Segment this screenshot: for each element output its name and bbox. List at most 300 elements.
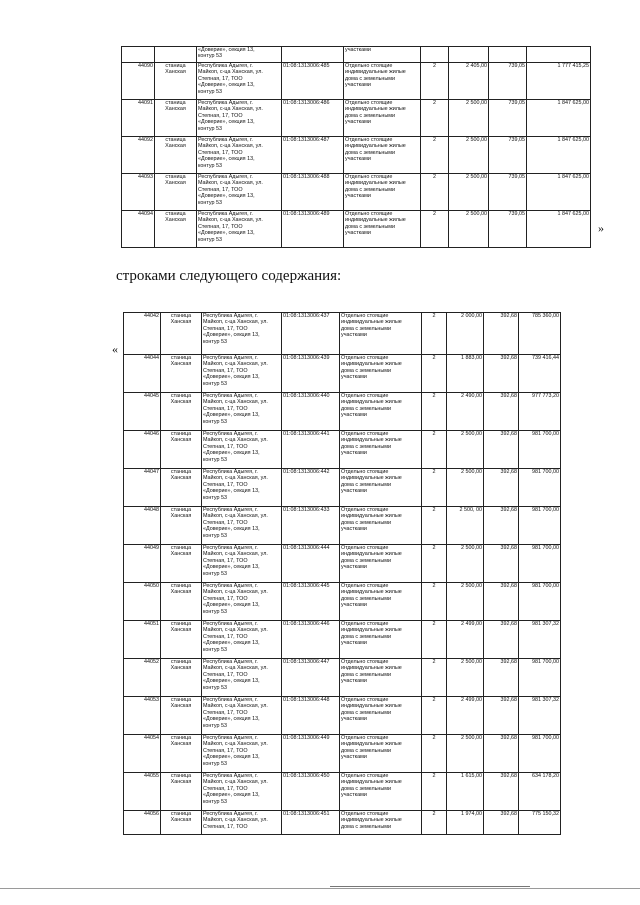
address-line: «Доверие», секция 13, <box>198 193 255 200</box>
permitted-use-line: индивидуальные жилые <box>341 741 402 748</box>
replacement-table <box>123 312 561 835</box>
permitted-use-line: индивидуальные жилые <box>341 551 402 558</box>
address <box>197 63 282 100</box>
permitted-use-line: индивидуальные жилые <box>345 217 406 224</box>
locality-line: станица <box>170 545 192 551</box>
permitted-use-line: дома с земельными <box>341 633 391 640</box>
group-number: 2 <box>422 393 447 431</box>
address-line: Майкоп, с-ца Ханская, ул. <box>203 779 268 786</box>
address-line: контур 53 <box>203 456 228 463</box>
area-value: 1 883,00 <box>447 355 484 393</box>
group-number: 2 <box>421 137 449 174</box>
area-value: 2 500,00 <box>449 174 489 211</box>
permitted-use <box>340 393 422 431</box>
unit-value: 392,68 <box>484 393 519 431</box>
address-line: Степная, 17, ТОО <box>203 481 248 488</box>
cadastral-number: 01:08:1313006:446 <box>282 621 340 659</box>
record-number: 44056 <box>124 811 161 835</box>
address-line: «Доверие», секция 13, <box>203 754 260 761</box>
permitted-use-line: участками <box>341 754 367 761</box>
address-line: Республика Адыгея, г. <box>203 393 258 399</box>
address-line: «Доверие», секция 13, <box>203 640 260 647</box>
unit-value: 392,68 <box>484 621 519 659</box>
locality-line: Ханская <box>170 665 192 672</box>
address <box>202 773 282 811</box>
locality-line: Ханская <box>165 180 186 187</box>
table-row <box>124 507 561 545</box>
address-line: Республика Адыгея, г. <box>203 431 258 437</box>
table-row <box>124 313 561 355</box>
area-value: 2 500,00 <box>449 137 489 174</box>
permitted-use-line: участками <box>341 602 367 609</box>
scan-artifact-line <box>330 886 530 887</box>
locality-line: станица <box>165 174 186 180</box>
permitted-use <box>340 313 422 355</box>
permitted-use-line: индивидуальные жилые <box>341 665 402 672</box>
table-row-partial <box>122 47 591 63</box>
cadastral-value: 634 178,20 <box>519 773 561 811</box>
empty-cell <box>449 47 489 63</box>
address-line: Майкоп, с-ца Ханская, ул. <box>203 437 268 444</box>
permitted-use-line: Отдельно стоящие <box>341 773 389 779</box>
address <box>202 355 282 393</box>
cadastral-number: 01:08:1313006:489 <box>282 211 344 248</box>
address-line: Степная, 17, ТОО <box>203 367 248 374</box>
permitted-use <box>344 211 421 248</box>
permitted-use-line: дома с земельными <box>341 519 391 526</box>
locality-line: Ханская <box>170 589 192 596</box>
cadastral-value: 785 360,00 <box>519 313 561 355</box>
address-line: контур 53 <box>203 646 228 653</box>
address-line: контур 53 <box>203 418 228 425</box>
table-row <box>124 393 561 431</box>
area-value: 2 500,00 <box>447 583 484 621</box>
permitted-use-line: дома с земельными <box>341 557 391 564</box>
permitted-use-line: Отдельно стоящие <box>341 469 389 475</box>
scan-artifact-line <box>0 888 640 889</box>
cadastral-number: 01:08:1313006:450 <box>282 773 340 811</box>
record-number: 44051 <box>124 621 161 659</box>
locality-line: Ханская <box>170 399 192 406</box>
address-line: Степная, 17, ТОО <box>203 823 248 830</box>
cadastral-value: 977 773,20 <box>519 393 561 431</box>
permitted-use-line: индивидуальные жилые <box>345 69 406 76</box>
record-number: 44052 <box>124 659 161 697</box>
address-line: Майкоп, с-ца Ханская, ул. <box>198 69 263 76</box>
address-line: Майкоп, с-ца Ханская, ул. <box>203 551 268 558</box>
permitted-use-line: Отдельно стоящие <box>341 507 389 513</box>
address-line: Республика Адыгея, г. <box>198 137 253 143</box>
address-line: Степная, 17, ТОО <box>198 112 243 119</box>
cadastral-value: 1 777 415,25 <box>527 63 591 100</box>
locality-line: Ханская <box>170 361 192 368</box>
permitted-use-line: участками <box>341 526 367 533</box>
unit-value: 739,05 <box>489 211 527 248</box>
permitted-use-line: участками <box>345 156 371 163</box>
address-line: «Доверие», секция 13, <box>203 564 260 571</box>
permitted-use-line: дома с земельными <box>341 325 391 332</box>
address-line: контур 53 <box>198 125 223 132</box>
cadastral-value: 981 700,00 <box>519 583 561 621</box>
locality <box>161 431 202 469</box>
address <box>202 659 282 697</box>
group-number: 2 <box>421 211 449 248</box>
address-line: контур 53 <box>203 532 228 539</box>
address-line: Республика Адыгея, г. <box>203 621 258 627</box>
address-line: Степная, 17, ТОО <box>198 149 243 156</box>
group-number: 2 <box>422 583 447 621</box>
address-line: Степная, 17, ТОО <box>203 595 248 602</box>
area-value: 2 499,00 <box>447 697 484 735</box>
table-row <box>124 811 561 835</box>
locality-line: станица <box>170 773 192 779</box>
locality-line: Ханская <box>170 551 192 558</box>
permitted-use-line: Отдельно стоящие <box>341 393 389 399</box>
address <box>202 811 282 835</box>
address-line: контур 53 <box>198 162 223 169</box>
locality-line: Ханская <box>170 817 192 824</box>
locality <box>161 313 202 355</box>
record-number: 44055 <box>124 773 161 811</box>
cadastral-value: 1 847 625,00 <box>527 174 591 211</box>
address-line: Майкоп, с-ца Ханская, ул. <box>198 106 263 113</box>
locality <box>161 735 202 773</box>
locality <box>161 469 202 507</box>
address-line: Майкоп, с-ца Ханская, ул. <box>198 180 263 187</box>
locality-line: станица <box>165 211 186 217</box>
permitted-use-line: Отдельно стоящие <box>341 583 389 589</box>
locality <box>161 621 202 659</box>
address <box>202 735 282 773</box>
address-line: Республика Адыгея, г. <box>198 100 253 106</box>
cadastral-number: 01:08:1313006:433 <box>282 507 340 545</box>
locality-line: Ханская <box>170 475 192 482</box>
permitted-use <box>340 811 422 835</box>
address <box>202 621 282 659</box>
area-value: 2 500, 00 <box>447 507 484 545</box>
locality <box>161 507 202 545</box>
record-number: 44050 <box>124 583 161 621</box>
area-value: 2 500,00 <box>447 659 484 697</box>
address <box>202 313 282 355</box>
locality-line: Ханская <box>165 69 186 76</box>
address-line: контур 53 <box>203 722 228 729</box>
cadastral-value: 981 700,00 <box>519 545 561 583</box>
permitted-use-line: индивидуальные жилые <box>345 106 406 113</box>
unit-value: 392,68 <box>484 659 519 697</box>
empty-cell <box>421 47 449 63</box>
address <box>202 469 282 507</box>
group-number: 2 <box>422 621 447 659</box>
permitted-use-line: Отдельно стоящие <box>341 811 389 817</box>
area-value: 2 500,00 <box>447 735 484 773</box>
locality <box>155 137 197 174</box>
locality-line: станица <box>165 137 186 143</box>
locality <box>161 659 202 697</box>
permitted-use-line: индивидуальные жилые <box>341 437 402 444</box>
locality-line: станица <box>170 393 192 399</box>
address-line: «Доверие», секция 13, <box>203 678 260 685</box>
permitted-use-line: участками <box>341 678 367 685</box>
locality <box>161 697 202 735</box>
locality-line: Ханская <box>165 143 186 150</box>
address-line: Майкоп, с-ца Ханская, ул. <box>203 399 268 406</box>
unit-value: 392,68 <box>484 773 519 811</box>
address <box>202 507 282 545</box>
locality-line: станица <box>170 313 192 319</box>
permitted-use-line: участками <box>345 193 371 200</box>
address-line: «Доверие», секция 13, <box>198 119 255 126</box>
address-line: Майкоп, с-ца Ханская, ул. <box>203 665 268 672</box>
address-line: Степная, 17, ТОО <box>203 325 248 332</box>
address-line: Республика Адыгея, г. <box>203 697 258 703</box>
area-value: 2 500,00 <box>449 100 489 137</box>
group-number: 2 <box>422 659 447 697</box>
locality-line: станица <box>170 583 192 589</box>
address-line: Степная, 17, ТОО <box>203 557 248 564</box>
unit-value: 392,68 <box>484 431 519 469</box>
locality-line: станица <box>170 621 192 627</box>
address-line: «Доверие», секция 13, <box>203 374 260 381</box>
permitted-use <box>340 773 422 811</box>
record-number: 44048 <box>124 507 161 545</box>
locality-line: Ханская <box>170 779 192 786</box>
address-line: Степная, 17, ТОО <box>198 223 243 230</box>
permitted-use <box>340 735 422 773</box>
permitted-use-line: дома с земельными <box>345 75 395 82</box>
permitted-use-line: Отдельно стоящие <box>341 621 389 627</box>
record-number: 44047 <box>124 469 161 507</box>
permitted-use-line: Отдельно стоящие <box>345 100 393 106</box>
continued-table <box>121 46 591 248</box>
locality <box>161 583 202 621</box>
address <box>197 100 282 137</box>
address-line: Майкоп, с-ца Ханская, ул. <box>203 319 268 326</box>
unit-value: 392,68 <box>484 355 519 393</box>
table-row <box>124 773 561 811</box>
record-number: 44044 <box>124 355 161 393</box>
permitted-use <box>344 47 421 63</box>
cadastral-value: 1 847 625,00 <box>527 211 591 248</box>
permitted-use-line: участками <box>345 82 371 89</box>
permitted-use-line: участками <box>341 374 367 381</box>
permitted-use-line: участками <box>345 47 371 53</box>
cadastral-number: 01:08:1313006:447 <box>282 659 340 697</box>
address-line: Майкоп, с-ца Ханская, ул. <box>203 703 268 710</box>
address-line: Республика Адыгея, г. <box>198 63 253 69</box>
record-number: 44090 <box>122 63 155 100</box>
unit-value: 739,05 <box>489 100 527 137</box>
address-line: Степная, 17, ТОО <box>203 671 248 678</box>
locality <box>161 355 202 393</box>
address-line: «Доверие», секция 13, <box>203 602 260 609</box>
group-number: 2 <box>421 100 449 137</box>
address <box>202 697 282 735</box>
table-row <box>124 545 561 583</box>
address-line: Республика Адыгея, г. <box>203 355 258 361</box>
locality-line: станица <box>170 469 192 475</box>
permitted-use <box>344 137 421 174</box>
permitted-use-line: участками <box>341 716 367 723</box>
locality <box>161 393 202 431</box>
address-line: Майкоп, с-ца Ханская, ул. <box>198 217 263 224</box>
locality-line: станица <box>170 697 192 703</box>
permitted-use-line: Отдельно стоящие <box>341 431 389 437</box>
permitted-use <box>340 583 422 621</box>
unit-value: 739,05 <box>489 137 527 174</box>
cadastral-number: 01:08:1313006:451 <box>282 811 340 835</box>
permitted-use-line: дома с земельными <box>341 709 391 716</box>
permitted-use <box>340 697 422 735</box>
area-value: 2 500,00 <box>447 545 484 583</box>
permitted-use-line: Отдельно стоящие <box>345 174 393 180</box>
address-line: контур 53 <box>198 199 223 206</box>
section-heading: строками следующего содержания: <box>116 268 342 284</box>
group-number: 2 <box>422 545 447 583</box>
locality-line: станица <box>170 735 192 741</box>
cadastral-number: 01:08:1313006:442 <box>282 469 340 507</box>
unit-value: 739,05 <box>489 174 527 211</box>
address-line: Майкоп, с-ца Ханская, ул. <box>203 741 268 748</box>
cadastral-number <box>282 47 344 63</box>
permitted-use-line: Отдельно стоящие <box>341 313 389 319</box>
permitted-use-line: участками <box>345 230 371 237</box>
address-line: Майкоп, с-ца Ханская, ул. <box>203 513 268 520</box>
record-number: 44045 <box>124 393 161 431</box>
area-value: 1 615,00 <box>447 773 484 811</box>
group-number: 2 <box>422 431 447 469</box>
cadastral-number: 01:08:1313006:445 <box>282 583 340 621</box>
address-line: Майкоп, с-ца Ханская, ул. <box>203 361 268 368</box>
locality-line: станица <box>170 811 192 817</box>
locality-line: станица <box>170 431 192 437</box>
address-line: Степная, 17, ТОО <box>203 633 248 640</box>
group-number: 2 <box>421 63 449 100</box>
permitted-use-line: дома с земельными <box>345 223 395 230</box>
area-value: 1 974,00 <box>447 811 484 835</box>
table-row <box>124 621 561 659</box>
opening-quote-mark: « <box>112 342 118 356</box>
address-line: Республика Адыгея, г. <box>203 773 258 779</box>
locality-line: Ханская <box>170 513 192 520</box>
area-value: 2 500,00 <box>447 469 484 507</box>
address-line: Республика Адыгея, г. <box>198 211 253 217</box>
record-number: 44091 <box>122 100 155 137</box>
address-line: контур 53 <box>203 380 228 387</box>
address <box>197 211 282 248</box>
address-line: «Доверие», секция 13, <box>203 412 260 419</box>
area-value: 2 500,00 <box>447 431 484 469</box>
table-row <box>124 583 561 621</box>
empty-cell <box>527 47 591 63</box>
address-line: Степная, 17, ТОО <box>198 75 243 82</box>
table-row <box>124 469 561 507</box>
address-line: контур 53 <box>198 88 223 95</box>
table-row <box>124 697 561 735</box>
permitted-use-line: Отдельно стоящие <box>341 355 389 361</box>
address-line: контур 53 <box>203 684 228 691</box>
address <box>197 47 282 63</box>
cadastral-value: 981 307,32 <box>519 697 561 735</box>
address-line: «Доверие», секция 13, <box>198 47 255 53</box>
group-number: 2 <box>422 773 447 811</box>
permitted-use-line: дома с земельными <box>341 443 391 450</box>
permitted-use-line: индивидуальные жилые <box>341 475 402 482</box>
permitted-use-line: участками <box>341 332 367 339</box>
unit-value: 392,68 <box>484 583 519 621</box>
cadastral-number: 01:08:1313006:449 <box>282 735 340 773</box>
permitted-use-line: индивидуальные жилые <box>345 180 406 187</box>
record-number: 44092 <box>122 137 155 174</box>
address-line: Республика Адыгея, г. <box>198 174 253 180</box>
address-line: «Доверие», секция 13, <box>198 156 255 163</box>
permitted-use <box>344 63 421 100</box>
locality <box>161 545 202 583</box>
cadastral-number: 01:08:1313006:485 <box>282 63 344 100</box>
permitted-use-line: индивидуальные жилые <box>341 589 402 596</box>
locality-line: станица <box>170 355 192 361</box>
address-line: Степная, 17, ТОО <box>203 443 248 450</box>
cadastral-value: 981 700,00 <box>519 659 561 697</box>
permitted-use-line: индивидуальные жилые <box>341 627 402 634</box>
permitted-use-line: участками <box>341 640 367 647</box>
locality-line: станица <box>165 100 186 106</box>
address-line: Республика Адыгея, г. <box>203 583 258 589</box>
permitted-use-line: Отдельно стоящие <box>345 63 393 69</box>
address-line: Степная, 17, ТОО <box>203 785 248 792</box>
address-line: контур 53 <box>203 570 228 577</box>
permitted-use-line: участками <box>341 412 367 419</box>
cadastral-value: 739 416,44 <box>519 355 561 393</box>
address-line: «Доверие», секция 13, <box>198 230 255 237</box>
permitted-use-line: индивидуальные жилые <box>341 779 402 786</box>
permitted-use-line: Отдельно стоящие <box>341 735 389 741</box>
permitted-use <box>340 659 422 697</box>
permitted-use-line: индивидуальные жилые <box>341 703 402 710</box>
address-line: контур 53 <box>203 608 228 615</box>
permitted-use-line: индивидуальные жилые <box>341 361 402 368</box>
unit-value: 392,68 <box>484 697 519 735</box>
address-line: Майкоп, с-ца Ханская, ул. <box>203 475 268 482</box>
address-line: контур 53 <box>203 494 228 501</box>
locality-line: Ханская <box>165 217 186 224</box>
address-line: Майкоп, с-ца Ханская, ул. <box>203 589 268 596</box>
address-line: Республика Адыгея, г. <box>203 659 258 665</box>
locality-line: Ханская <box>170 703 192 710</box>
cadastral-number: 01:08:1313006:441 <box>282 431 340 469</box>
record-number: 44049 <box>124 545 161 583</box>
cadastral-number: 01:08:1313006:444 <box>282 545 340 583</box>
permitted-use-line: дома с земельными <box>341 481 391 488</box>
permitted-use <box>340 507 422 545</box>
cadastral-number: 01:08:1313006:488 <box>282 174 344 211</box>
permitted-use-line: дома с земельными <box>341 823 391 830</box>
locality <box>155 211 197 248</box>
permitted-use-line: Отдельно стоящие <box>345 137 393 143</box>
unit-value: 392,68 <box>484 811 519 835</box>
area-value: 2 405,00 <box>449 63 489 100</box>
address-line: Республика Адыгея, г. <box>203 507 258 513</box>
address-line: «Доверие», секция 13, <box>203 332 260 339</box>
address-line: Республика Адыгея, г. <box>203 313 258 319</box>
table-row <box>124 659 561 697</box>
address-line: Степная, 17, ТОО <box>198 186 243 193</box>
unit-value: 392,68 <box>484 545 519 583</box>
group-number: 2 <box>422 355 447 393</box>
empty-cell <box>489 47 527 63</box>
unit-value: 739,05 <box>489 63 527 100</box>
permitted-use-line: Отдельно стоящие <box>345 211 393 217</box>
